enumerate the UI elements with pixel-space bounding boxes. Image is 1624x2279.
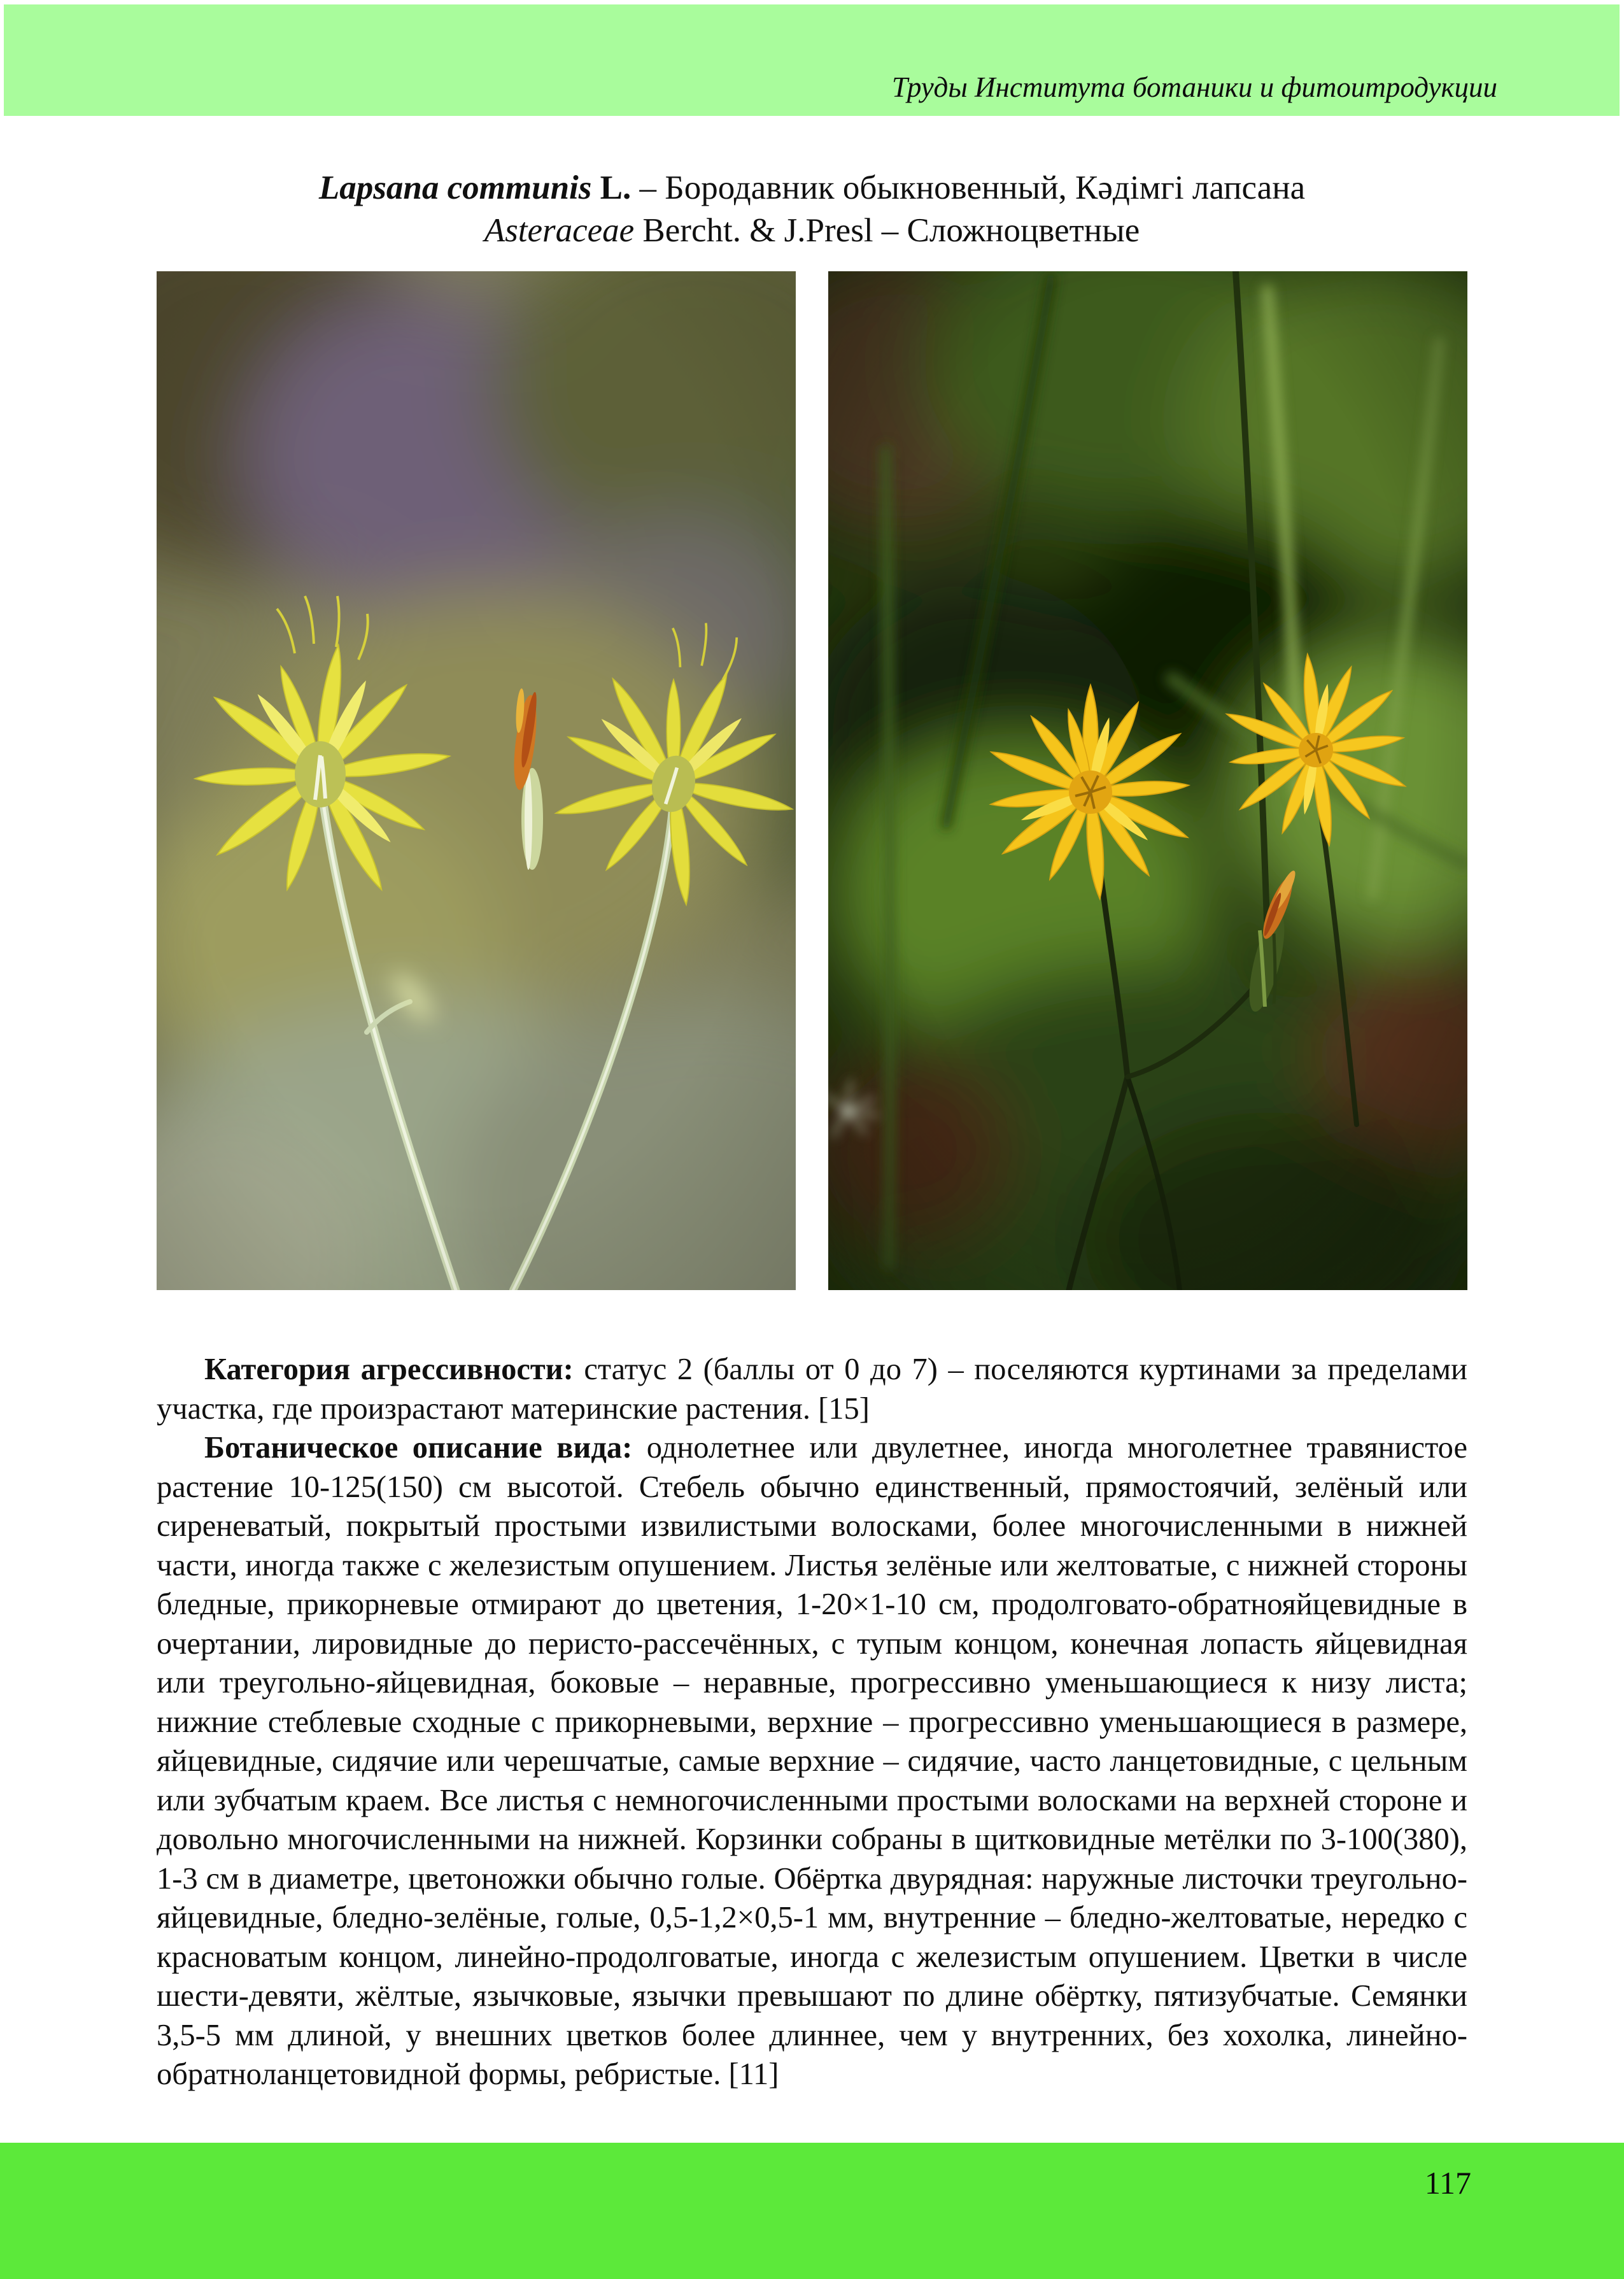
photo-right-illustration — [828, 271, 1467, 1290]
species-common-names: – Бородавник обыкновенный, Кәдімгі лапсана — [631, 169, 1306, 206]
header-band — [4, 4, 1620, 116]
species-title-line1 — [157, 167, 1467, 209]
family-latin-name: Asteraceae — [484, 212, 635, 249]
paragraph-botanical-description-lead: Ботаническое описание вида: — [204, 1431, 633, 1465]
footer-band — [0, 2143, 1624, 2279]
paragraph-aggressiveness — [157, 1350, 1467, 1428]
photo-right-vignette — [828, 271, 1467, 1290]
paragraph-botanical-description — [157, 1428, 1467, 2094]
photo-left-vignette — [157, 271, 796, 1290]
species-title-line2 — [157, 209, 1467, 252]
photo-left-lapsana-flowers — [157, 271, 796, 1290]
paragraph-botanical-description-text: однолетнее или двулетнее, иногда многолетнее травянистое растение 10-125(150) см высотой. Стебель обычно единственный, прямостоячий, зелёный или сиреневатый, покрытый простыми извилистыми волосками, более многочисленными в нижней части, иногда также с железистым опушением. Листья зелёные или желтоватые, с нижней стороны бледные, прикорневые отмирают до цветения, 1-20×1-10 см, продолговато-обратнояйцевидные в очертании, лировидные до перисто-рассечённых, с тупым концом, конечная лопасть яйцевидная или треугольно-яйцевидная, боковые – неравные, прогрессивно уменьшающиеся к низу листа; нижние стеблевые сходные с прикорневыми, верхние – прогрессивно уменьшающиеся в размере, яйцевидные, сидячие или черешчатые, самые верхние – сидячие, часто ланцетовидные, с цельным или зубчатым краем. Все листья с немногочисленными простыми волосками на верхней стороне и довольно многочисленными на нижней. Корзинки собраны в щитковидные метёлки по 3-100(380), 1-3 см в диаметре, цветоножки обычно голые. Обёртка двурядная: наружные листочки треугольно-яйцевидные, бледно-зелёные, голые, 0,5-1,2×0,5-1 мм, внутренние – бледно-желтоватые, нередко с красноватым концом, линейно-продолговатые, иногда с железистым опушением. Цветки в числе шести-девяти, жёлтые, язычковые, язычки превышают по длине обёртку, пятизубчатые. Семянки 3,5-5 мм длиной, у внешних цветков более длиннее, чем у внутренних, без хохолка, линейно-обратноланцетовидной формы, ребристые. [11] — [157, 1431, 1467, 2091]
species-description — [157, 1350, 1467, 2094]
species-latin-name: Lapsana communis — [318, 169, 592, 206]
journal-title: Труды Института ботаники и фитоитродукции — [891, 71, 1497, 103]
species-title — [157, 167, 1467, 252]
photo-right-lapsana-flowers — [828, 271, 1467, 1290]
page-number: 117 — [1424, 2165, 1471, 2201]
paragraph-aggressiveness-text: статус 2 (баллы от 0 до 7) – поселяются куртинами за пределами участка, где произрастают материнские растения. [15] — [157, 1352, 1467, 1426]
paragraph-aggressiveness-lead: Категория агрессивности: — [204, 1352, 574, 1386]
species-authority: L. — [591, 169, 632, 206]
photo-left-illustration — [157, 271, 796, 1290]
family-common-name: Bercht. & J.Presl – Сложноцветные — [634, 212, 1140, 249]
